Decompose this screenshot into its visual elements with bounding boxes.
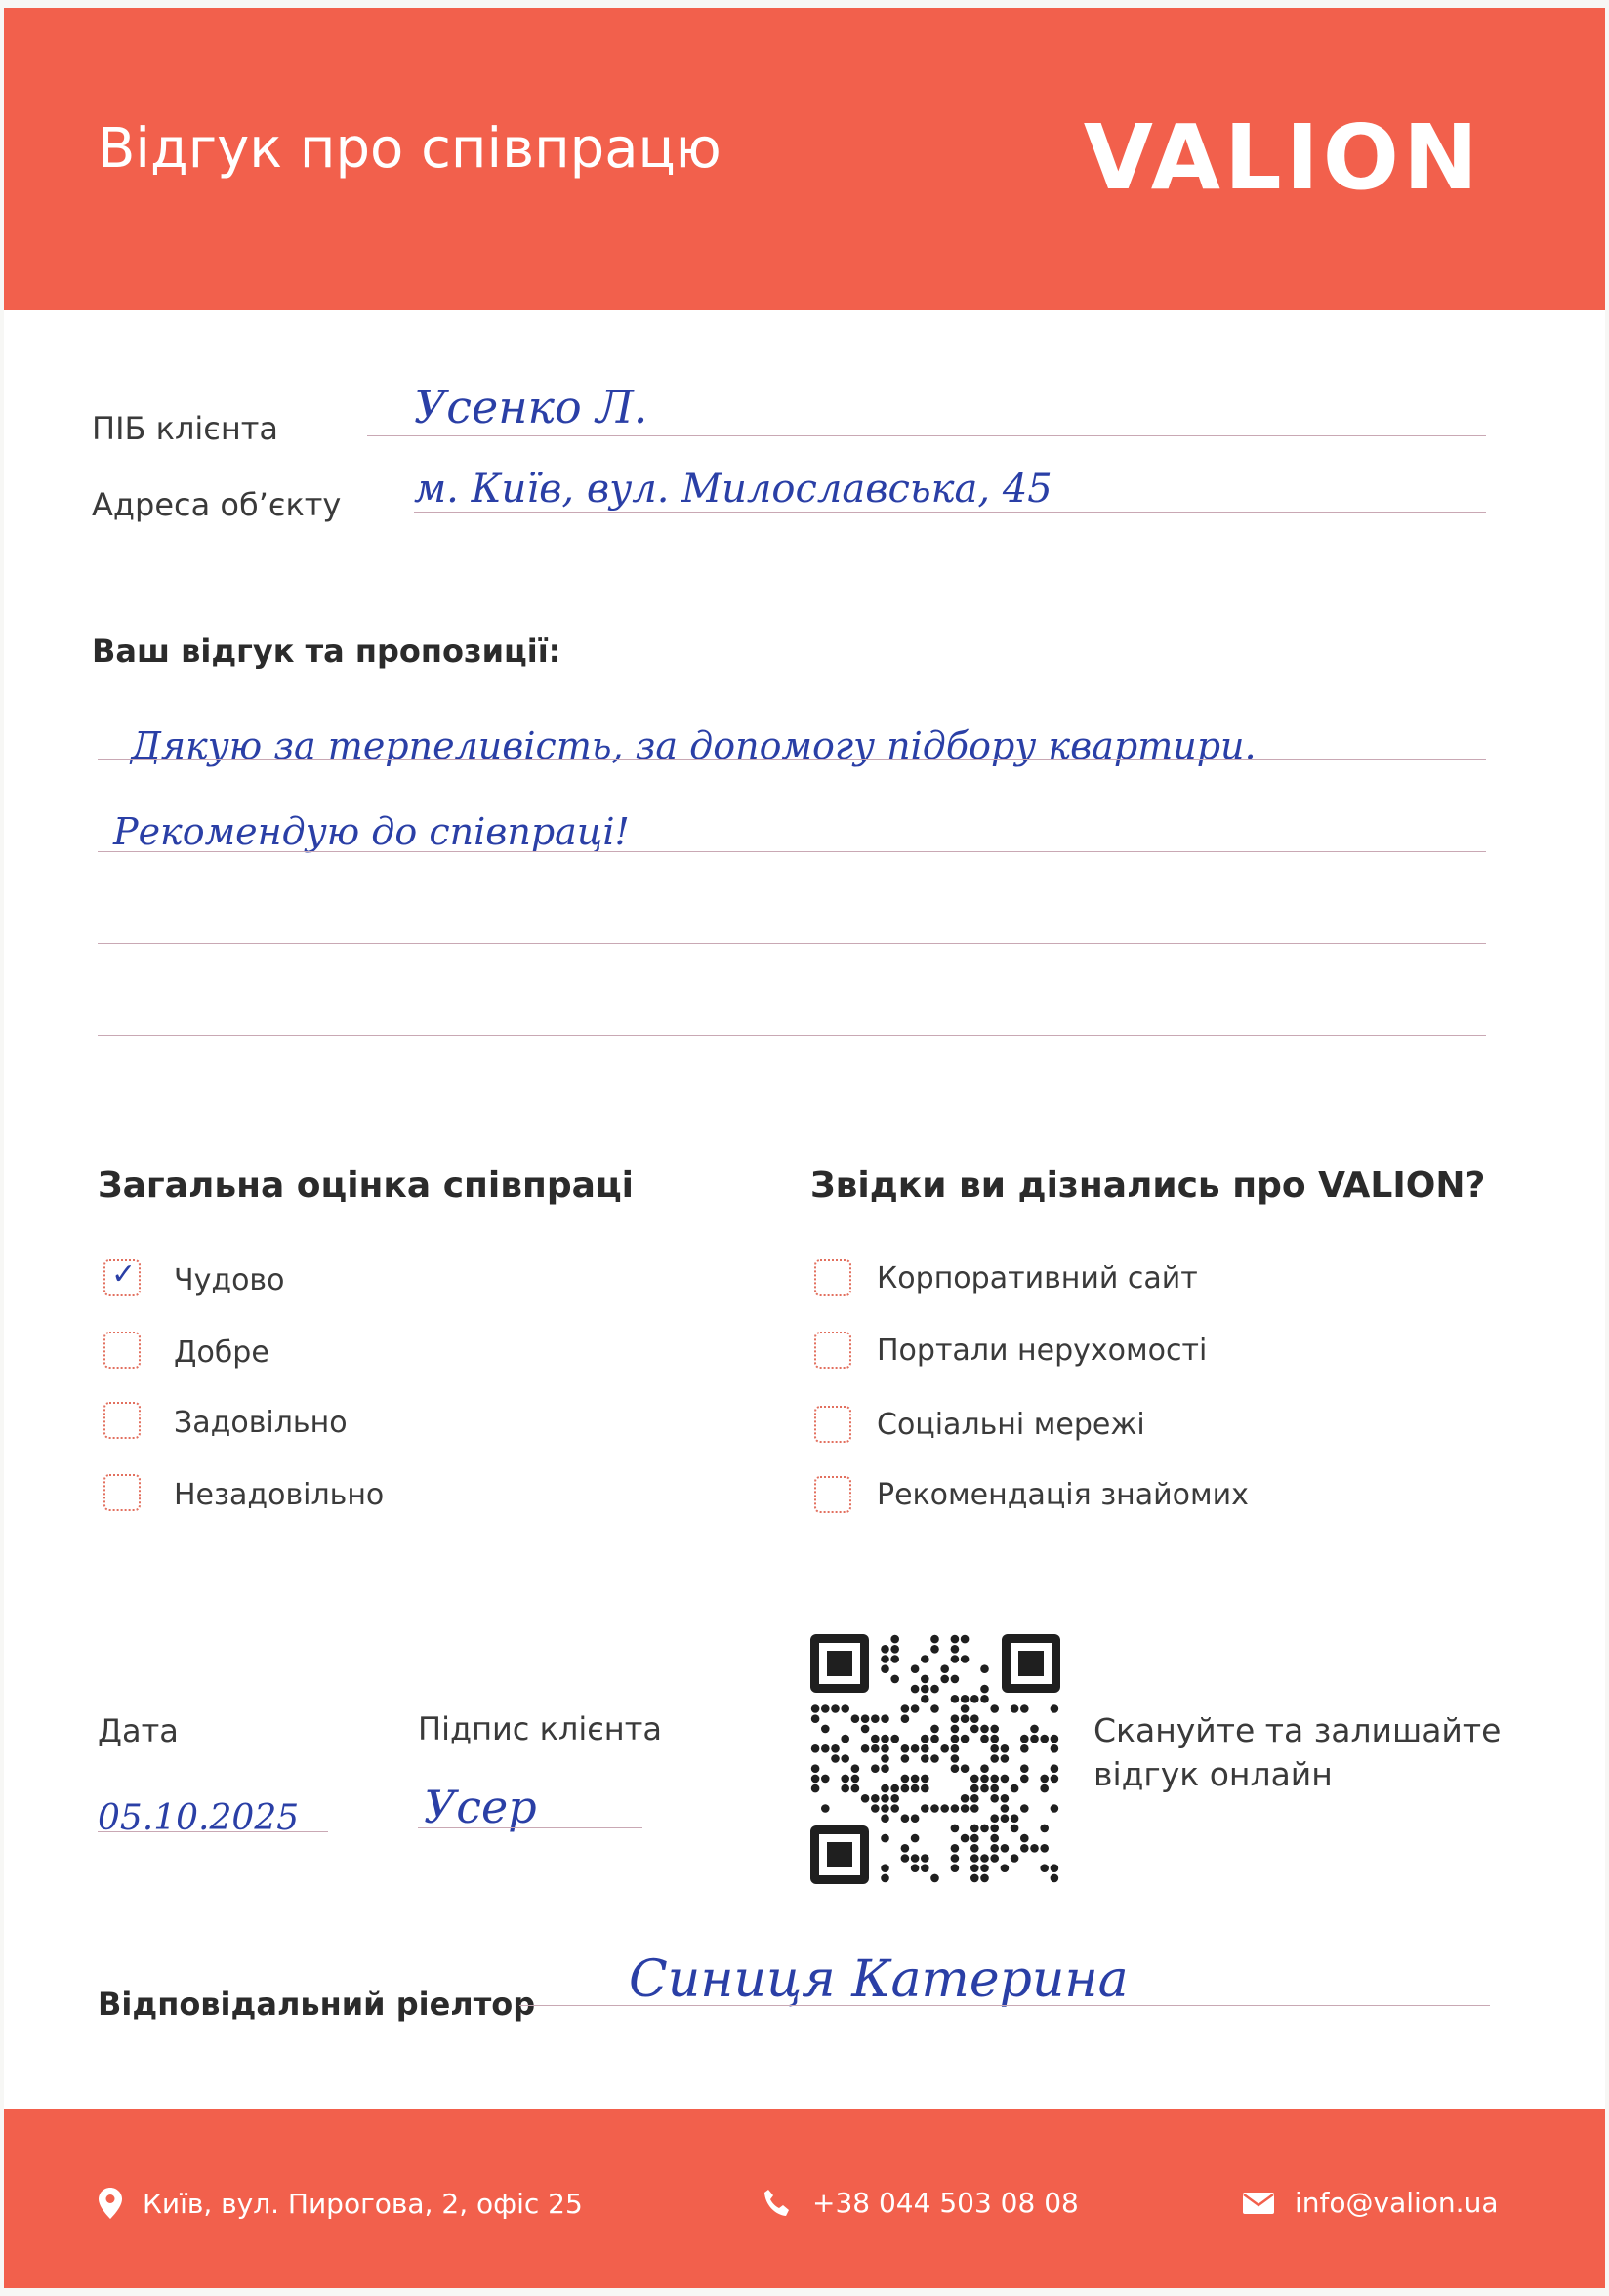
feedback-form-page bbox=[4, 8, 1605, 2288]
qr-module bbox=[970, 1834, 979, 1843]
qr-module bbox=[961, 1714, 970, 1723]
qr-module bbox=[940, 1804, 949, 1813]
qr-module bbox=[881, 1814, 889, 1823]
qr-module bbox=[901, 1744, 910, 1753]
qr-module bbox=[831, 1754, 840, 1763]
rating-label-excellent: Чудово bbox=[174, 1263, 285, 1297]
footer-banner bbox=[4, 2109, 1605, 2288]
qr-module bbox=[1040, 1735, 1049, 1743]
qr-module bbox=[901, 1844, 910, 1853]
feedback-rule-2 bbox=[98, 851, 1486, 852]
qr-module bbox=[861, 1794, 870, 1803]
qr-module bbox=[951, 1725, 960, 1734]
qr-module bbox=[1040, 1824, 1049, 1833]
qr-module bbox=[901, 1704, 910, 1713]
qr-module bbox=[831, 1704, 840, 1713]
qr-module bbox=[811, 1744, 820, 1753]
qr-module bbox=[1001, 1804, 1010, 1813]
qr-module bbox=[930, 1735, 939, 1743]
footer-address bbox=[98, 2187, 583, 2220]
qr-module bbox=[901, 1814, 910, 1823]
qr-module bbox=[890, 1794, 899, 1803]
qr-module bbox=[871, 1764, 880, 1773]
qr-module bbox=[970, 1775, 979, 1784]
feedback-rule-1 bbox=[98, 759, 1486, 760]
feedback-line-1: Дякую за терпеливість, за допомогу підбору квартири. bbox=[131, 724, 1257, 767]
qr-module bbox=[1020, 1844, 1029, 1853]
qr-module bbox=[811, 1714, 820, 1723]
qr-module bbox=[1011, 1824, 1019, 1833]
qr-module bbox=[990, 1794, 999, 1803]
qr-module bbox=[961, 1655, 970, 1663]
qr-module bbox=[1011, 1704, 1019, 1713]
qr-module bbox=[1001, 1844, 1010, 1853]
qr-module bbox=[1020, 1704, 1029, 1713]
qr-module bbox=[881, 1874, 889, 1883]
qr-module bbox=[980, 1735, 989, 1743]
source-label-portals: Портали нерухомості bbox=[877, 1333, 1208, 1368]
qr-module bbox=[911, 1744, 920, 1753]
feedback-line-2: Рекомендую до співпраці! bbox=[113, 810, 630, 853]
qr-module bbox=[901, 1784, 910, 1793]
qr-module bbox=[1020, 1744, 1029, 1753]
qr-module bbox=[881, 1864, 889, 1872]
qr-module bbox=[881, 1645, 889, 1654]
qr-module bbox=[970, 1804, 979, 1813]
qr-module bbox=[811, 1784, 820, 1793]
qr-module bbox=[930, 1725, 939, 1734]
address-value: м. Київ, вул. Милославська, 45 bbox=[414, 467, 1052, 512]
rating-label-satisfactory: Задовільно bbox=[174, 1406, 348, 1440]
qr-module bbox=[1011, 1814, 1019, 1823]
qr-module bbox=[921, 1864, 929, 1872]
qr-module bbox=[890, 1784, 899, 1793]
footer-phone[interactable] bbox=[762, 2187, 1079, 2219]
qr-module bbox=[1020, 1775, 1029, 1784]
qr-module bbox=[961, 1695, 970, 1703]
qr-module bbox=[1030, 1844, 1039, 1853]
qr-module bbox=[951, 1695, 960, 1703]
qr-module bbox=[951, 1864, 960, 1872]
qr-module bbox=[951, 1804, 960, 1813]
qr-module bbox=[901, 1714, 910, 1723]
brand-logo: VALION bbox=[1083, 105, 1482, 210]
qr-module bbox=[841, 1754, 849, 1763]
qr-module bbox=[890, 1655, 899, 1663]
header-banner bbox=[4, 8, 1605, 310]
qr-module bbox=[970, 1864, 979, 1872]
date-line bbox=[98, 1831, 328, 1832]
qr-module bbox=[811, 1704, 820, 1713]
rating-label-good: Добре bbox=[174, 1335, 269, 1370]
qr-module bbox=[980, 1854, 989, 1863]
qr-module bbox=[851, 1764, 860, 1773]
source-label-social: Соціальні мережі bbox=[877, 1408, 1145, 1442]
phone-icon bbox=[762, 2188, 793, 2219]
qr-module bbox=[1011, 1784, 1019, 1793]
qr-module bbox=[1030, 1725, 1039, 1734]
qr-module bbox=[881, 1664, 889, 1673]
qr-module bbox=[961, 1735, 970, 1743]
qr-module bbox=[980, 1685, 989, 1694]
qr-module bbox=[930, 1874, 939, 1883]
signature-label: Підпис клієнта bbox=[418, 1710, 662, 1747]
qr-module bbox=[811, 1775, 820, 1784]
qr-module bbox=[921, 1655, 929, 1663]
qr-module bbox=[930, 1685, 939, 1694]
qr-module bbox=[821, 1775, 830, 1784]
qr-module bbox=[1051, 1864, 1059, 1872]
qr-module bbox=[871, 1735, 880, 1743]
qr-module bbox=[890, 1635, 899, 1644]
qr-module bbox=[851, 1784, 860, 1793]
qr-module bbox=[961, 1804, 970, 1813]
rating-checkbox-unsatisfactory[interactable] bbox=[103, 1474, 141, 1511]
qr-module bbox=[970, 1874, 979, 1883]
qr-module bbox=[881, 1784, 889, 1793]
address-label: Адреса об’єкту bbox=[92, 486, 342, 523]
qr-module bbox=[921, 1754, 929, 1763]
feedback-title: Ваш відгук та пропозиції: bbox=[92, 633, 561, 670]
qr-module bbox=[841, 1784, 849, 1793]
qr-module bbox=[951, 1744, 960, 1753]
client-name-label: ПІБ клієнта bbox=[92, 410, 279, 447]
qr-module bbox=[881, 1754, 889, 1763]
source-label-website: Корпоративний сайт bbox=[877, 1261, 1198, 1295]
qr-module bbox=[861, 1714, 870, 1723]
realtor-label: Відповідальний ріелтор bbox=[98, 1986, 536, 2023]
qr-module bbox=[911, 1784, 920, 1793]
qr-module bbox=[980, 1784, 989, 1793]
qr-module bbox=[980, 1725, 989, 1734]
date-value: 05.10.2025 bbox=[98, 1798, 300, 1838]
qr-module bbox=[871, 1794, 880, 1803]
footer-phone-text[interactable]: +38 044 503 08 08 bbox=[812, 2187, 1079, 2219]
date-label: Дата bbox=[98, 1712, 179, 1749]
qr-module bbox=[990, 1744, 999, 1753]
qr-module bbox=[930, 1704, 939, 1713]
qr-module bbox=[911, 1775, 920, 1784]
qr-module bbox=[861, 1744, 870, 1753]
qr-module bbox=[970, 1854, 979, 1863]
source-checkbox-portals[interactable] bbox=[814, 1332, 851, 1369]
qr-module bbox=[990, 1814, 999, 1823]
check-mark-icon: ✓ bbox=[111, 1257, 137, 1292]
realtor-line bbox=[519, 2005, 1490, 2006]
qr-module bbox=[1001, 1744, 1010, 1753]
qr-module bbox=[881, 1794, 889, 1803]
qr-module bbox=[890, 1645, 899, 1654]
qr-module bbox=[951, 1754, 960, 1763]
qr-module bbox=[980, 1764, 989, 1773]
qr-module bbox=[990, 1735, 999, 1743]
source-checkbox-website[interactable] bbox=[814, 1259, 851, 1296]
qr-module bbox=[980, 1824, 989, 1833]
qr-module bbox=[951, 1735, 960, 1743]
qr-module bbox=[841, 1704, 849, 1713]
qr-module bbox=[1040, 1784, 1049, 1793]
qr-caption bbox=[1093, 1708, 1501, 1796]
qr-module bbox=[961, 1704, 970, 1713]
qr-module bbox=[911, 1664, 920, 1673]
qr-module bbox=[921, 1685, 929, 1694]
qr-module bbox=[890, 1675, 899, 1684]
qr-module bbox=[990, 1725, 999, 1734]
rating-checkbox-excellent[interactable] bbox=[103, 1259, 141, 1296]
qr-module bbox=[1001, 1794, 1010, 1803]
qr-module bbox=[901, 1754, 910, 1763]
source-checkbox-referral[interactable] bbox=[814, 1476, 851, 1513]
qr-caption-line-2: відгук онлайн bbox=[1093, 1755, 1333, 1793]
qr-module bbox=[911, 1704, 920, 1713]
qr-module bbox=[881, 1735, 889, 1743]
qr-code-icon[interactable] bbox=[810, 1634, 1060, 1884]
qr-module bbox=[911, 1854, 920, 1863]
qr-module bbox=[951, 1714, 960, 1723]
qr-module bbox=[940, 1744, 949, 1753]
qr-module bbox=[1051, 1874, 1059, 1883]
qr-module bbox=[911, 1685, 920, 1694]
qr-module bbox=[970, 1844, 979, 1853]
qr-module bbox=[890, 1804, 899, 1813]
qr-module bbox=[1051, 1744, 1059, 1753]
mail-icon bbox=[1242, 2192, 1275, 2215]
qr-module bbox=[990, 1824, 999, 1833]
rating-checkbox-satisfactory[interactable] bbox=[103, 1402, 141, 1439]
qr-module bbox=[901, 1775, 910, 1784]
footer-email[interactable] bbox=[1242, 2187, 1498, 2219]
footer-address-text: Київ, вул. Пирогова, 2, офіс 25 bbox=[143, 2187, 583, 2220]
qr-module bbox=[1011, 1854, 1019, 1863]
qr-module bbox=[911, 1814, 920, 1823]
qr-module bbox=[881, 1714, 889, 1723]
qr-module bbox=[951, 1635, 960, 1644]
realtor-signature: Синиця Катерина bbox=[629, 1950, 1129, 2009]
qr-module bbox=[951, 1675, 960, 1684]
qr-module bbox=[921, 1744, 929, 1753]
source-title: Звідки ви дізнались про VALION? bbox=[810, 1166, 1486, 1206]
qr-module bbox=[990, 1854, 999, 1863]
qr-module bbox=[890, 1735, 899, 1743]
qr-module bbox=[881, 1834, 889, 1843]
qr-module bbox=[1040, 1775, 1049, 1784]
qr-module bbox=[1020, 1735, 1029, 1743]
qr-module bbox=[821, 1744, 830, 1753]
qr-module bbox=[1051, 1775, 1059, 1784]
source-checkbox-social[interactable] bbox=[814, 1406, 851, 1443]
qr-module bbox=[961, 1764, 970, 1773]
qr-module bbox=[1001, 1754, 1010, 1763]
client-name-line bbox=[367, 435, 1486, 436]
qr-module bbox=[921, 1775, 929, 1784]
qr-module bbox=[980, 1695, 989, 1703]
qr-module bbox=[1040, 1864, 1049, 1872]
qr-module bbox=[930, 1804, 939, 1813]
qr-module bbox=[951, 1764, 960, 1773]
qr-module bbox=[921, 1675, 929, 1684]
qr-module bbox=[940, 1675, 949, 1684]
qr-module bbox=[1051, 1764, 1059, 1773]
qr-module bbox=[871, 1714, 880, 1723]
qr-module bbox=[930, 1645, 939, 1654]
qr-module bbox=[1051, 1804, 1059, 1813]
qr-module bbox=[911, 1834, 920, 1843]
rating-title: Загальна оцінка співпраці bbox=[98, 1166, 634, 1206]
qr-module bbox=[1030, 1735, 1039, 1743]
qr-module bbox=[901, 1854, 910, 1863]
qr-module bbox=[980, 1874, 989, 1883]
qr-module bbox=[921, 1695, 929, 1703]
rating-checkbox-good[interactable] bbox=[103, 1332, 141, 1369]
qr-module bbox=[961, 1794, 970, 1803]
qr-module bbox=[990, 1784, 999, 1793]
qr-module bbox=[990, 1844, 999, 1853]
qr-module bbox=[951, 1824, 960, 1833]
qr-module bbox=[990, 1834, 999, 1843]
qr-module bbox=[970, 1824, 979, 1833]
form-title: Відгук про співпрацю bbox=[98, 117, 722, 181]
qr-module bbox=[1020, 1764, 1029, 1773]
qr-module bbox=[881, 1744, 889, 1753]
signature-line bbox=[418, 1827, 642, 1828]
feedback-rule-3 bbox=[98, 943, 1486, 944]
qr-module bbox=[921, 1854, 929, 1863]
qr-module bbox=[831, 1744, 840, 1753]
qr-module bbox=[851, 1714, 860, 1723]
qr-module bbox=[871, 1744, 880, 1753]
qr-module bbox=[940, 1664, 949, 1673]
qr-module bbox=[930, 1754, 939, 1763]
qr-module bbox=[841, 1775, 849, 1784]
qr-module bbox=[970, 1784, 979, 1793]
qr-module bbox=[1001, 1814, 1010, 1823]
qr-module bbox=[951, 1645, 960, 1654]
qr-module bbox=[851, 1775, 860, 1784]
qr-module bbox=[961, 1635, 970, 1644]
qr-module bbox=[1001, 1864, 1010, 1872]
qr-module bbox=[811, 1764, 820, 1773]
qr-module bbox=[821, 1725, 830, 1734]
qr-module bbox=[990, 1704, 999, 1713]
qr-module bbox=[1051, 1735, 1059, 1743]
client-name-value: Усенко Л. bbox=[414, 381, 648, 433]
qr-module bbox=[980, 1664, 989, 1673]
qr-module bbox=[961, 1834, 970, 1843]
qr-module bbox=[1051, 1704, 1059, 1713]
qr-module bbox=[951, 1655, 960, 1663]
qr-module bbox=[841, 1735, 849, 1743]
qr-module bbox=[970, 1725, 979, 1734]
footer-email-text[interactable]: info@valion.ua bbox=[1295, 2187, 1499, 2219]
qr-module bbox=[881, 1804, 889, 1813]
feedback-rule-4 bbox=[98, 1035, 1486, 1036]
qr-module bbox=[990, 1775, 999, 1784]
qr-module bbox=[871, 1804, 880, 1813]
qr-module bbox=[1020, 1834, 1029, 1843]
qr-module bbox=[990, 1754, 999, 1763]
qr-module bbox=[951, 1854, 960, 1863]
qr-caption-line-1: Скануйте та залишайте bbox=[1093, 1711, 1502, 1749]
rating-label-unsatisfactory: Незадовільно bbox=[174, 1478, 385, 1512]
location-pin-icon bbox=[98, 2187, 123, 2220]
qr-module bbox=[970, 1794, 979, 1803]
qr-module bbox=[921, 1784, 929, 1793]
qr-module bbox=[930, 1635, 939, 1644]
qr-module bbox=[881, 1655, 889, 1663]
qr-module bbox=[970, 1695, 979, 1703]
qr-module bbox=[1040, 1844, 1049, 1853]
qr-module bbox=[951, 1844, 960, 1853]
client-signature: Усер bbox=[424, 1781, 537, 1833]
qr-module bbox=[921, 1804, 929, 1813]
qr-module bbox=[980, 1775, 989, 1784]
qr-module bbox=[970, 1714, 979, 1723]
qr-module bbox=[980, 1864, 989, 1872]
source-label-referral: Рекомендація знайомих bbox=[877, 1478, 1249, 1512]
qr-module bbox=[1001, 1775, 1010, 1784]
qr-module bbox=[821, 1704, 830, 1713]
qr-module bbox=[861, 1725, 870, 1734]
qr-module bbox=[921, 1735, 929, 1743]
qr-module bbox=[881, 1764, 889, 1773]
qr-module bbox=[911, 1864, 920, 1872]
qr-module bbox=[1020, 1804, 1029, 1813]
qr-module bbox=[821, 1804, 830, 1813]
